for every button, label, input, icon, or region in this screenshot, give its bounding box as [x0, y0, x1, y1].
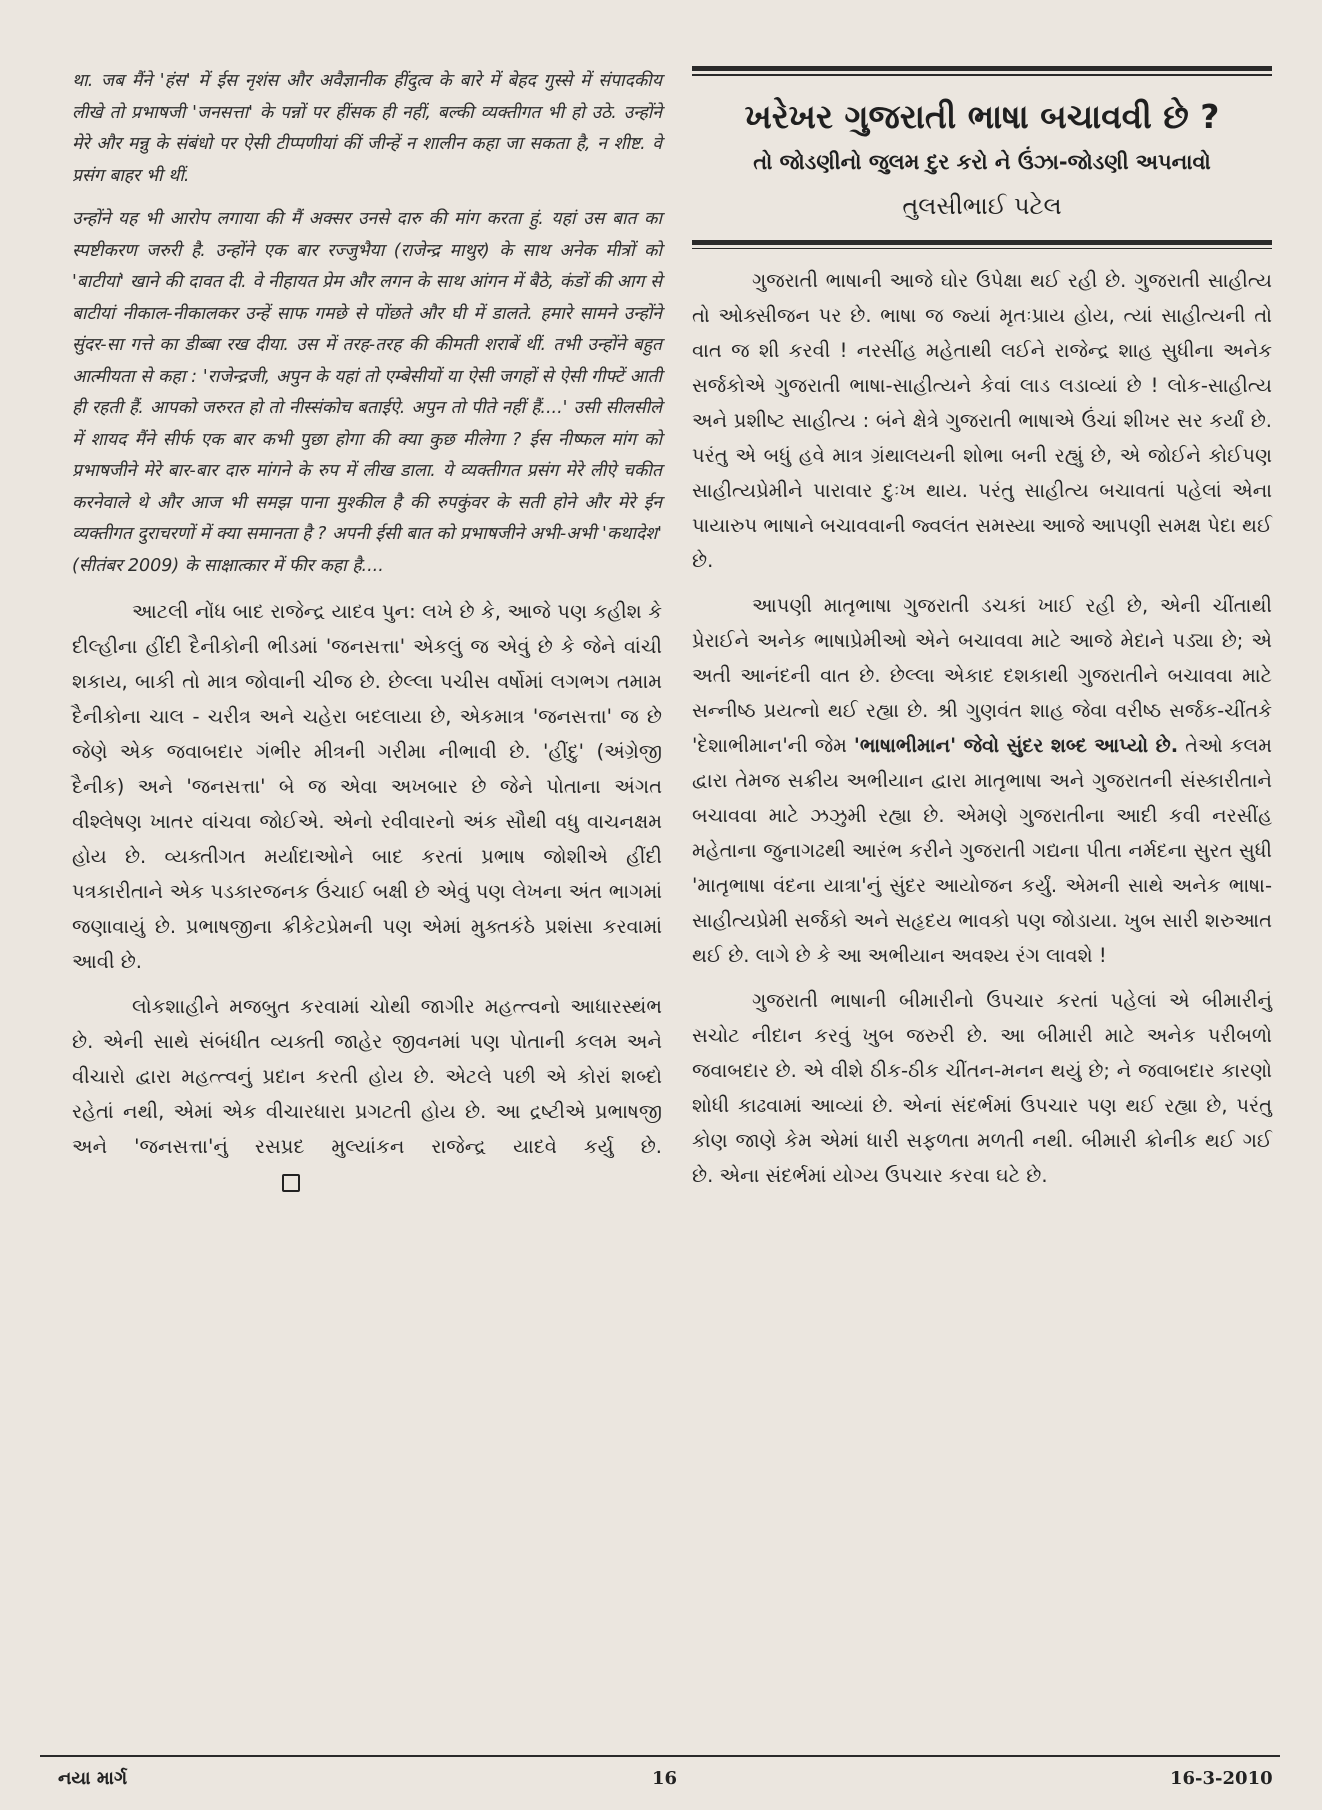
article-subheadline: તો જોડણીનો જુલમ દુર કરો ને ઉંઝા-જોડણી અપનાવો	[753, 149, 1211, 174]
article-paragraph-text: લોકશાહીને મજબુત કરવામાં ચોથી જાગીર મહત્ત્વનો આધારસ્થંભ છે. એની સાથે સંબંધીત વ્યક્તી જાહેર જીવનમાં પણ પોતાની કલમ અને વીચારો દ્વારા મહત્ત્વનું પ્રદાન કરતી હોય છે. એટલે પછી એ કોરાં શબ્દો રહેતાં નથી, એમાં એક વીચારધારા પ્રગટતી હોય છે. આ દ્રષ્ટીએ પ્રભાષજી અને 'જનસત્તા'નું રસપ્રદ મુલ્યાંકન રાજેન્દ્ર યાદવે કર્યુ છે.	[72, 995, 662, 1158]
headline-bottom-rule-thin	[692, 248, 1272, 250]
hindi-paragraph: था. जब मैंने 'हंस' में ईस नृशंस और अवैज्ञानीक हींदुत्व के बारे में बेहद गुस्से में संपादकीय लीखे तो प्रभाषजी 'जनसत्ता' के पन्नों पर हींसक ही नहीं, बल्की व्यक्तीगत भी हो उठे. उन्होंने मेरे और मन्नु के संबंधो पर ऐसी टीप्पणीयां कीं जीन्हें न शालीन कहा जा सकता है, न शीष्ट. वे प्रसंग बाहर भी थीं.	[72, 71, 662, 186]
article-paragraph: ગુજરાતી ભાષાની આજે ઘોર ઉપેક્ષા થઈ રહી છે. ગુજરાતી સાહીત્ય તો ઓક્સીજન પર છે. ભાષા જ જ્યાં મૃતઃપ્રાય હોય, ત્યાં સાહીત્યની તો વાત જ શી કરવી ! નરસીંહ મહેતાથી લઈને રાજેન્દ્ર શાહ સુધીના અનેક સર્જકોએ ગુજરાતી ભાષા-સાહીત્યને કેવાં લાડ લડાવ્યાં છે ! લોક-સાહીત્ય અને પ્રશીષ્ટ સાહીત્ય : બંને ક્ષેત્રે ગુજરાતી ભાષાએ ઉંચાં શીખર સર કર્યાં છે. પરંતુ એ બધું હવે માત્ર ગ્રંથાલયની શોભા બની રહ્યું છે, એ જોઈને કોઈપણ સાહીત્યપ્રેમીને પારાવાર દુઃખ થાય. પરંતુ સાહીત્ય બચાવતાં પહેલાં એના પાયારુપ ભાષાને બચાવવાની જ્વલંત સમસ્યા આજે આપણી સમક્ષ પેદા થઈ છે.	[692, 269, 1272, 572]
article-paragraph-text: આપણી માતૃભાષા ગુજરાતી ડચકાં ખાઈ રહી છે, એની ચીંતાથી પ્રેરાઈને અનેક ભાષાપ્રેમીઓ એને બચાવવા માટે આજે મેદાને પડ્યા છે; એ અતી આનંદની વાત છે. છેલ્લા એકાદ દશકાથી ગુજરાતીને બચાવવા માટે સન્નીષ્ઠ પ્રયત્નો થઈ રહ્યા છે. શ્રી ગુણવંત શાહ જેવા વરીષ્ઠ સર્જક-ચીંતકે 'દેશાભીમાન'ની જેમ	[692, 594, 1272, 757]
article-headline: ખરેખર ગુજરાતી ભાષા બચાવવી છે ?	[744, 96, 1220, 136]
article-paragraph	[692, 588, 1272, 973]
footer-page-number: 16	[652, 1768, 678, 1789]
left-column	[72, 66, 662, 1209]
footer-rule	[40, 1755, 1280, 1757]
headline-bottom-rule	[692, 240, 1272, 245]
article-paragraph-text: તેઓ કલમ દ્વારા તેમજ સક્રીય અભીયાન દ્વારા માતૃભાષા અને ગુજરાતની સંસ્કારીતાને બચાવવા માટે ઝઝુમી રહ્યા છે. એમણે ગુજરાતીના આદી કવી નરસીંહ મહેતાના જુનાગઢથી આરંભ કરીને ગુજરાતી ગદ્યના પીતા નર્મદના સુરત સુધી 'માતૃભાષા વંદના યાત્રા'નું સુંદર આયોજન કર્યું. એમની સાથે અનેક ભાષા-સાહીત્યપ્રેમી સર્જકો અને સહૃદય ભાવકો પણ જોડાયા. ખુબ સારી શરુઆત થઈ છે. લાગે છે કે આ અભીયાન અવશ્ય રંગ લાવશે !	[692, 734, 1272, 967]
article-paragraph	[72, 989, 662, 1199]
article-paragraph: ગુજરાતી ભાષાની બીમારીનો ઉપચાર કરતાં પહેલાં એ બીમારીનું સચોટ નીદાન કરવું ખુબ જરુરી છે. આ બીમારી માટે અનેક પરીબળો જવાબદાર છે. એ વીશે ઠીક-ઠીક ચીંતન-મનન થયું છે; ને જવાબદાર કારણો શોધી કાઢવામાં આવ્યાં છે. એનાં સંદર્ભમાં ઉપચાર પણ થઈ રહ્યા છે, પરંતુ કોણ જાણે કેમ એમાં ધારી સફળતા મળતી નથી. બીમારી ક્રોનીક થઈ ગઈ છે. એના સંદર્ભમાં યોગ્ય ઉપચાર કરવા ઘટે છે.	[692, 989, 1272, 1187]
headline-top-rule	[692, 66, 1272, 71]
end-of-article-icon	[282, 1174, 300, 1192]
headline-top-rule-thin	[692, 74, 1272, 76]
footer-magazine-name: નયા માર્ગ	[58, 1768, 128, 1789]
right-column	[692, 66, 1272, 1203]
article-author: તુલસીભાઈ પટેલ	[902, 191, 1062, 220]
hindi-paragraph: उन्होंने यह भी आरोप लगाया की मैं अक्सर उनसे दारु की मांग करता हुं. यहां उस बात का स्पष्टीकरण जरुरी है. उन्होंने एक बार रज्जुभैया (राजेन्द्र माथुर) के साथ अनेक मीत्रों को 'बाटीयां' खाने की दावत दी. वे नीहायत प्रेम और लगन के साथ आंगन में बैठे, कंडों की आग से बाटीयां नीकाल-नीकालकर उन्हें साफ गमछे से पोंछते और घी में डालते. हमारे सामने उन्होंने सुंदर-सा गत्ते का डीब्बा रख दीया. उस में तरह-तरह की कीमती शराबें थीं. तभी उन्होंने बहुत आत्मीयता से कहा : 'राजेन्द्रजी, अपुन के यहां तो एम्बेसीयों या ऐसी जगहों से ऐसी गीफ्टें आती ही रहती हैं. आपको जरुरत हो तो नीस्संकोच बताईऐ. अपुन तो पीते नहीं हैं....' उसी सीलसीले में शायद मैंने सीर्फ एक बार कभी पुछा होगा की क्या कुछ मीलेगा ? ईस नीष्फल मांग को प्रभाषजीने मेरे बार-बार दारु मांगने के रुप में लीख डाला. ये व्यक्तीगत प्रसंग मेरे लीऐ चकीत करनेवाले थे और आज भी समझ पाना मुश्कील है की रुपकुंवर के सती होने और मेरे ईन व्यक्तीगत दुराचरणों में क्या समानता है ? अपनी ईसी बात को प्रभाषजीने अभी-अभी 'कथादेश' (सीतंबर 2009) के साक्षात्कार में फीर कहा है....	[72, 209, 662, 576]
bold-phrase: 'ભાષાભીમાન' જેવો સુંદર શબ્દ આપ્યો છે.	[853, 734, 1179, 757]
article-paragraph: આટલી નોંધ બાદ રાજેન્દ્ર યાદવ પુન: લખે છે કે, આજે પણ કહીશ કે દીલ્હીના હીંદી દૈનીકોની ભીડમાં 'જનસત્તા' એકલું જ એવું છે કે જેને વાંચી શકાય, બાકી તો માત્ર જોવાની ચીજ છે. છેલ્લા પચીસ વર્ષોમાં લગભગ તમામ દૈનીકોના ચાલ - ચરીત્ર અને ચહેરા બદલાયા છે, એકમાત્ર 'જનસત્તા' જ છે જેણે એક જવાબદાર ગંભીર મીત્રની ગરીમા નીભાવી છે. 'હીંદુ' (અંગ્રેજી દૈનીક) અને 'જનસત્તા' બે જ એવા અખબાર છે જેને પોતાના અંગત વીશ્લેષણ ખાતર વાંચવા જોઈએ. એનો રવીવારનો અંક સૌથી વધુ વાચનક્ષમ હોય છે. વ્યક્તીગત મર્યાદાઓને બાદ કરતાં પ્રભાષ જોશીએ હીંદી પત્રકારીતાને એક પડકારજનક ઉંચાઈ બક્ષી છે એવું પણ લેખના અંત ભાગમાં જણાવાયું છે. પ્રભાષજીના ક્રીકેટપ્રેમની પણ એમાં મુક્તકંઠે પ્રશંસા કરવામાં આવી છે.	[72, 600, 662, 973]
right-gujarati-text	[692, 263, 1272, 1193]
hindi-quote-block	[72, 66, 662, 582]
left-gujarati-text	[72, 594, 662, 1199]
footer-date: 16-3-2010	[1170, 1768, 1273, 1789]
